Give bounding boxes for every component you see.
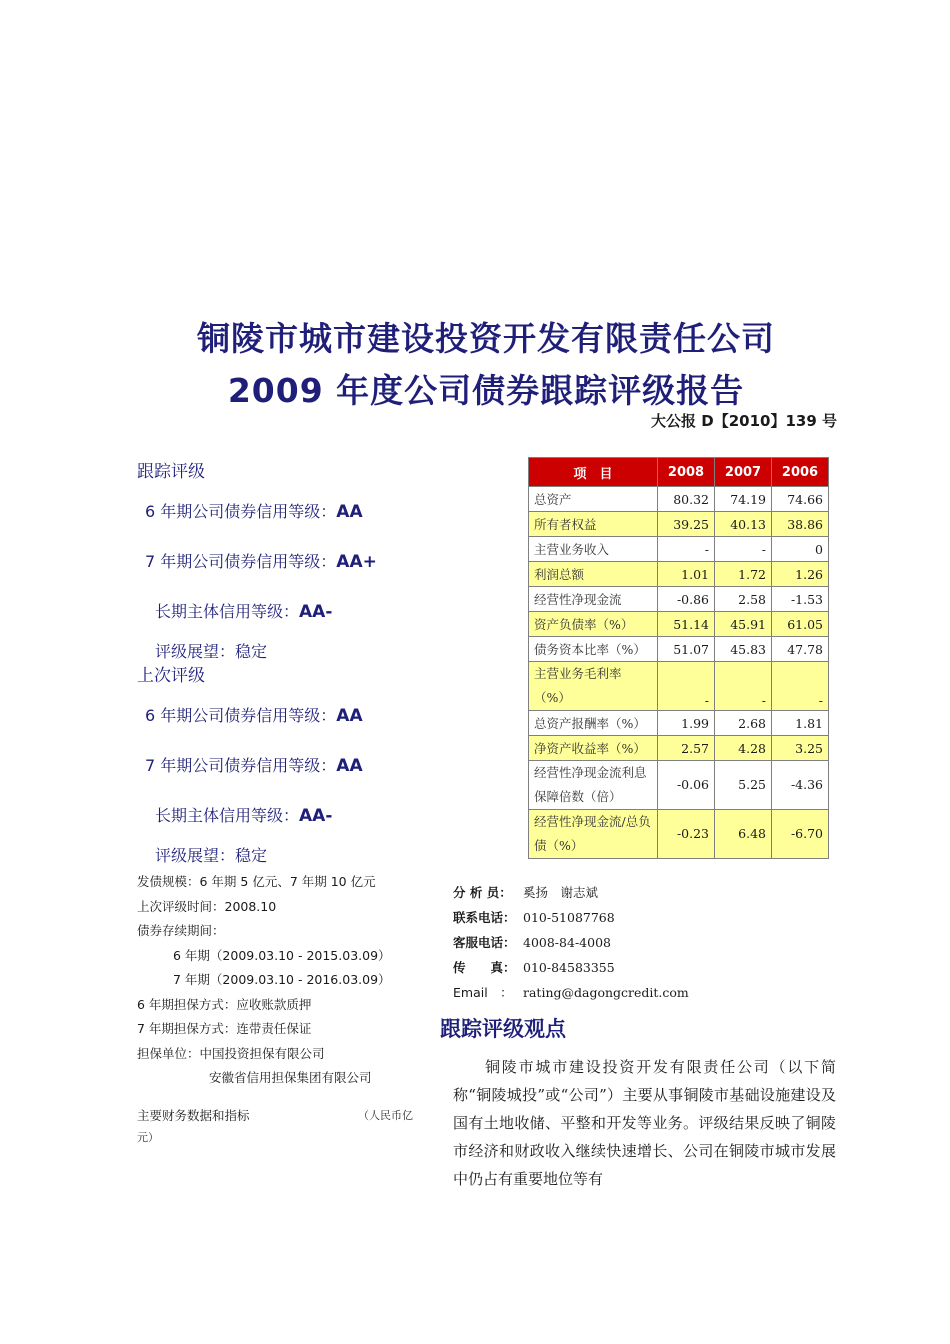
service-value: 4008-84-4008 [523,935,611,950]
row-value: -6.70 [772,810,829,859]
row-value: 2.68 [715,711,772,736]
rating-value: AA- [299,806,333,826]
table-row [529,587,829,612]
view-paragraph: 铜陵市城市建设投资开发有限责任公司（以下简称“铜陵城投”或“公司”）主要从事铜陵市基础设施建设及国有土地收储、平整和开发等业务。评级结果反映了铜陵市经济和财政收入继续快速增长、公司在铜陵市城市发展中仍占有重要地位等有 [453,1058,836,1188]
financial-data-title: 主要财务数据和指标 [137,1108,250,1123]
row-label: 净资产收益率（%） [529,736,658,761]
fax-value: 010-84583355 [523,960,615,975]
row-label: 经营性净现金流利息保障倍数（倍） [529,761,658,810]
row-value: 47.78 [772,637,829,662]
email-label: Email ： [453,985,513,1000]
rating-value: AA [336,756,363,776]
email-value[interactable]: rating@dagongcredit.com [523,985,689,1000]
phone-row [453,905,689,930]
table-row [529,612,829,637]
previous-outlook: 评级展望：稳定 [155,846,268,865]
rating-value: AA- [299,602,333,622]
tracking-outlook: 评级展望：稳定 [155,642,268,661]
previous-bond6-rating [137,691,427,741]
phone-value: 010-51087768 [523,910,615,925]
row-value: 80.32 [658,487,715,512]
issue-size: 发债规模：6 年期 5 亿元、7 年期 10 亿元 [137,874,376,889]
table-row [529,711,829,736]
duration-label: 债券存续期间： [137,923,225,938]
row-label: 主营业务毛利率（%） [529,662,658,711]
fax-row [453,955,689,980]
table-header-item: 项 目 [529,458,658,487]
fax-label: 传 真： [453,960,516,975]
guarantee-7yr: 7 年期担保方式：连带责任保证 [137,1021,312,1036]
row-value: 40.13 [715,512,772,537]
financial-data-caption [137,1105,413,1149]
report-title-line1: 铜陵市城市建设投资开发有限责任公司 [197,319,775,358]
rating-summary [137,457,427,871]
row-value: -0.06 [658,761,715,810]
row-value: 2.58 [715,587,772,612]
table-row [529,637,829,662]
table-row [529,487,829,512]
table-row [529,512,829,537]
row-value: 2.57 [658,736,715,761]
row-value: 51.14 [658,612,715,637]
rating-value: AA [336,502,363,522]
email-row [453,980,689,1005]
row-value: 38.86 [772,512,829,537]
previous-bond7-rating [137,741,427,791]
table-row [529,562,829,587]
previous-issuer-rating [137,791,427,841]
row-value: -4.36 [772,761,829,810]
row-value: 0 [772,537,829,562]
tracking-heading: 跟踪评级 [137,462,205,482]
duration-7yr: 7 年期（2009.03.10 - 2016.03.09） [173,972,391,987]
service-label: 客服电话： [453,935,516,950]
row-label: 所有者权益 [529,512,658,537]
row-value: 1.01 [658,562,715,587]
table-row [529,761,829,810]
row-label: 主营业务收入 [529,537,658,562]
row-value: 45.91 [715,612,772,637]
row-value: - [715,662,772,711]
row-value: 4.28 [715,736,772,761]
rating-value: AA+ [336,552,377,572]
row-value: - [715,537,772,562]
rating-label: 长期主体信用等级： [155,602,300,621]
row-label: 总资产报酬率（%） [529,711,658,736]
report-number: 大公报 D【2010】139 号 [651,412,837,430]
table-row [529,537,829,562]
contact-info [453,880,689,1005]
bond-info [137,870,427,1091]
financial-data-unit: （人民币亿 [358,1109,413,1122]
analyst-label: 分 析 员： [453,885,512,900]
row-label: 债务资本比率（%） [529,637,658,662]
table-header-row [529,458,829,487]
table-row [529,810,829,859]
financial-data-unit-wrap: 元） [137,1131,159,1144]
rating-label: 长期主体信用等级： [155,806,300,825]
row-value: 6.48 [715,810,772,859]
analyst-row [453,880,689,905]
rating-label: 7 年期公司债券信用等级： [145,552,337,571]
analyst-value: 奚扬 谢志斌 [523,885,599,900]
row-value: 1.72 [715,562,772,587]
table-header-2006: 2006 [772,458,829,487]
tracking-issuer-rating [137,587,427,637]
phone-label: 联系电话： [453,910,516,925]
table-row [529,736,829,761]
row-label: 总资产 [529,487,658,512]
financial-table [528,457,829,859]
row-value: 61.05 [772,612,829,637]
row-value: 51.07 [658,637,715,662]
tracking-bond7-rating [137,537,427,587]
report-title-line2: 2009 年度公司债券跟踪评级报告 [227,371,745,410]
duration-6yr: 6 年期（2009.03.10 - 2015.03.09） [173,947,391,963]
rating-label: 7 年期公司债券信用等级： [145,756,337,775]
table-header-2007: 2007 [715,458,772,487]
rating-label: 6 年期公司债券信用等级： [145,502,337,521]
rating-label: 6 年期公司债券信用等级： [145,706,337,725]
guarantor: 担保单位：中国投资担保有限公司 [137,1045,325,1061]
row-label: 利润总额 [529,562,658,587]
guarantee-6yr: 6 年期担保方式：应收账款质押 [137,996,312,1012]
table-header-2008: 2008 [658,458,715,487]
table-row [529,662,829,711]
row-value: -0.23 [658,810,715,859]
row-value: -0.86 [658,587,715,612]
rating-value: AA [336,706,363,726]
row-value: 1.99 [658,711,715,736]
row-value: - [658,662,715,711]
row-value: 1.81 [772,711,829,736]
view-heading: 跟踪评级观点 [440,1017,566,1041]
row-value: 1.26 [772,562,829,587]
row-value: - [658,537,715,562]
row-value: 45.83 [715,637,772,662]
row-value: 39.25 [658,512,715,537]
service-row [453,930,689,955]
row-value: 5.25 [715,761,772,810]
tracking-bond6-rating [137,487,427,537]
previous-heading: 上次评级 [137,666,205,686]
row-value: 74.66 [772,487,829,512]
row-value: 3.25 [772,736,829,761]
row-label: 经营性净现金流/总负债（%） [529,810,658,859]
row-label: 经营性净现金流 [529,587,658,612]
last-rating-time: 上次评级时间：2008.10 [137,898,277,914]
row-value: -1.53 [772,587,829,612]
row-label: 资产负债率（%） [529,612,658,637]
row-value: 74.19 [715,487,772,512]
guarantor-2: 安徽省信用担保集团有限公司 [209,1070,372,1085]
row-value: - [772,662,829,711]
